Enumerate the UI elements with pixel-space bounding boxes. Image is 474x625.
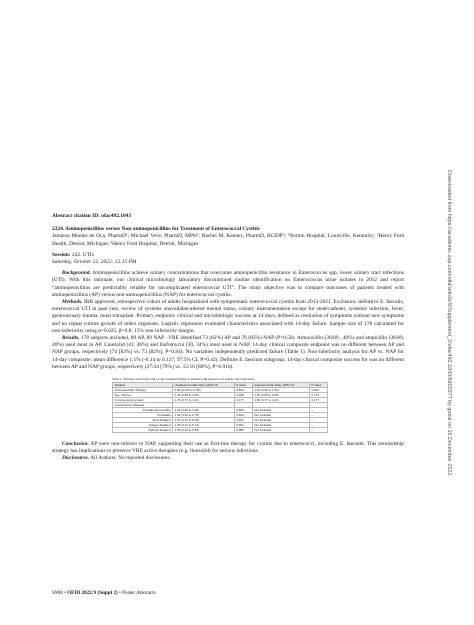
table-cell: Immunocompromised bbox=[113, 398, 173, 403]
page-footer bbox=[52, 590, 156, 597]
table-header-cell: Unadjusted Odds Ratio (95% CI) bbox=[173, 383, 235, 388]
table-cell: -- bbox=[309, 423, 327, 428]
table-cell: Stent Related bbox=[113, 418, 173, 423]
table-cell: 0.408 bbox=[234, 393, 252, 398]
table-cell: Not Included bbox=[252, 428, 309, 433]
table-caption: Table 1. Variables associated with 14-day treatment failure in patients with enterococcal urinary tract infections. bbox=[112, 377, 255, 382]
table-cell: Sex, Women bbox=[113, 393, 173, 398]
table-header-cell: P value bbox=[234, 383, 252, 388]
conclusion-text: AP were non-inferior to NAP, supporting their use as first-line therapy for cystitis due to enterococci, including E. faecium. This stewardship strategy has implications to preserve VRE active therapies (e.g. linezolid) for serious infections. bbox=[52, 441, 404, 455]
table-cell: 0.500 bbox=[234, 408, 252, 413]
conclusion-paragraph bbox=[52, 441, 404, 455]
table-cell: 0.474 bbox=[309, 393, 327, 398]
conclusion-label: Conclusion. bbox=[62, 441, 89, 448]
download-watermark bbox=[448, 170, 456, 600]
results-text: 178 subjects included, 89 AP, 89 NAP . VRE identified 73 (82%) AP and 76 (85%) NAP (P=0.50). Amoxicillin (36/89 , 40%) and ampicillin (36/89, 40%) used most in AP. Linezolid (41, 46%) and fosfomycin (30, 34%) most used in NAP. 14-day clinical composite endpoint was no different between AP and NAP groups, respectively (74 [83%] vs. 73 [82%], P=0.84). No variables independently predicted failure (Table 1). Non-inferiority analysis for AP vs. NAP for 14-day composite: mean difference 1.1% (-0.14 to 0.127, 97.5% CI, P=0.42). Definite E. faecium subgroup: 14-day clinical composite success for was no different between AP and NAP groups, respectively (27/34 [79%] vs. 15/16 [80%], P=0.916). bbox=[52, 335, 404, 370]
table-cell: 0.624 bbox=[234, 418, 252, 423]
session-line bbox=[52, 252, 404, 259]
table-cell: -- bbox=[309, 418, 327, 423]
table-cell: 1.04 (0.40 to 2.75) bbox=[173, 413, 235, 418]
methods-text: IRB approved, retrospective cohort of adults hospitalized with symptomatic enterococcal cystitis from 2013-2021. Exclusion: definitive E. faecalis, enterococcal UTI in past year, review of systems unavailable/altered mental status, urinary instrumentation except for stent/catheter, systemic infection, fever, genitourinary trauma, renal transplant. Primary endpoint: clinical and microbiologic success at 14 days, defined as resolution of symptoms without new symptoms and no repeat culture growth of index organism. Logistic regression evaluated characteristics associated with 14-day failure. Sample size of 178 calculated for non-inferiority using α=0.025, β=0.8, 15% non-inferiority margin. bbox=[52, 299, 404, 334]
background-paragraph bbox=[52, 270, 404, 299]
session-date: Saturday, October 22, 2022: 12:15 PM bbox=[52, 259, 137, 266]
page-number: S908 bbox=[52, 590, 63, 596]
table-header-cell: P value bbox=[309, 383, 327, 388]
table-cell: Not Included bbox=[252, 418, 309, 423]
table-cell: 0.177 bbox=[234, 398, 252, 403]
disclosures-label: Disclosures. bbox=[62, 455, 90, 462]
table-row bbox=[113, 428, 328, 433]
table-cell: Prostatitis bbox=[113, 413, 173, 418]
table-cell: 0.385 bbox=[234, 428, 252, 433]
footer-separator: • bbox=[117, 590, 123, 596]
disclosures-text: All Authors: No reported disclosures. bbox=[89, 455, 171, 462]
table-cell: 1.44 (0.50 to 4.15) bbox=[173, 408, 235, 413]
table-cell: 1.46 (0.59 to 3.60) bbox=[173, 393, 235, 398]
table-cell: Catheter Related bbox=[113, 428, 173, 433]
table-cell: -- bbox=[309, 408, 327, 413]
table-body bbox=[113, 388, 328, 433]
table-cell: 1.80 (0.77 to 4.21) bbox=[252, 398, 309, 403]
session-value: 242. UTIs bbox=[70, 251, 94, 258]
table-cell: 0.177 bbox=[309, 398, 327, 403]
table-cell: 1.04 (0.46 to 2.33) bbox=[252, 388, 309, 393]
table-cell: 1.05 (0.12 to 9.13) bbox=[173, 423, 235, 428]
table-cell: 0.92 (0.434 to 1.95) bbox=[173, 388, 235, 393]
table-cell: 1.47 (0.31 to 6.93) bbox=[173, 418, 235, 423]
table-cell: 1.40 (0.55 to 3.59) bbox=[252, 393, 309, 398]
table-cell: Prostate Abnormality bbox=[113, 408, 173, 413]
methods-label: Methods. bbox=[62, 299, 83, 306]
abstract-citation-id: Abstract citation ID: ofac492.1843 bbox=[52, 213, 132, 219]
table-cell: -- bbox=[309, 413, 327, 418]
journal-name: OFID 2022:9 (Suppl 2) bbox=[67, 590, 118, 596]
variables-table bbox=[112, 382, 328, 433]
table-cell: Not Included bbox=[252, 423, 309, 428]
footer-separator: • bbox=[62, 590, 68, 596]
table-cell: -- bbox=[309, 428, 327, 433]
table-cell: 0.964 bbox=[234, 423, 252, 428]
table-cell: 1.45 (0.36 to 5.83) bbox=[173, 428, 235, 433]
table-cell: Aminopenicillin Therapy bbox=[113, 388, 173, 393]
table-cell: 0.934 bbox=[309, 388, 327, 393]
background-text: Aminopenicillins achieve urinary concentrations that overcome aminopenicillin resistance in Enterococcus spp. lower urinary tract infections (UTI). With this rationale, our clinical microbiology laboratory discontinued routine identification on Enterococcus urine isolates in 2012 and report “aminopenicillins are predictably reliable for uncomplicated enterococcal UTI”. The study objective was to compare outcomes of patients treated with aminopenicillins (AP) versus non-aminopenicillins (NAP) for enterococcal cystitis. bbox=[52, 270, 404, 298]
table-cell: Not Included bbox=[252, 413, 309, 418]
session-label: Session: bbox=[52, 251, 71, 258]
section-name: Poster Abstracts bbox=[122, 590, 156, 596]
author-list: Jamison Montes de Oca, PharmD¹; Michael Veve, PharmD, MPH²; Rachel M. Kenney, PharmD, BCIDP³; ¹Norton Hospital, Louisville, Kentucky; ²Henry Ford Health, Detroit, Michigan; ³Henry Ford Hospital, Detroit, Michigan bbox=[52, 233, 404, 247]
results-label: Results. bbox=[62, 335, 80, 342]
background-label: Background. bbox=[62, 270, 91, 277]
abstract-column bbox=[52, 213, 404, 463]
disclosures-paragraph bbox=[52, 455, 404, 462]
results-table bbox=[112, 377, 328, 433]
table-cell: 0.934 bbox=[234, 413, 252, 418]
table-cell: 0.844 bbox=[234, 388, 252, 393]
table-header-cell: Adjusted Odds Ratio (95% CI) bbox=[252, 383, 309, 388]
results-paragraph bbox=[52, 335, 404, 371]
abstract-title: 2224. Aminopenicillins versus Non-aminopenicillins for Treatment of Enterococcal Cystitis bbox=[52, 226, 260, 233]
table-cell: Surgery Related bbox=[113, 423, 173, 428]
table-cell: Not Included bbox=[252, 408, 309, 413]
table-cell: Genitourinary Disease bbox=[113, 403, 173, 408]
download-note: Downloaded from https://academic.oup.com/ofid/article/9/Supplement_2/ofac492.1843/6903977 by guest on 16 December 2022 bbox=[446, 170, 452, 476]
table-header-cell: Variable bbox=[113, 383, 173, 388]
methods-paragraph bbox=[52, 299, 404, 335]
table-cell: 1.78 (0.77 to 4.11) bbox=[173, 398, 235, 403]
